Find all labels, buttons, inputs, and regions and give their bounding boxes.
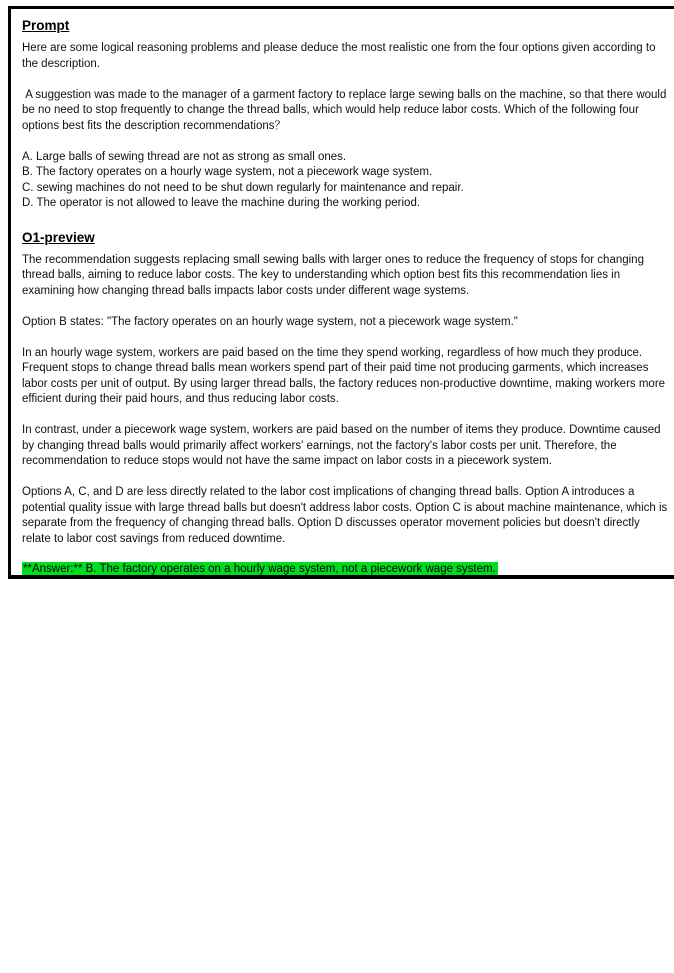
o1-paragraph-3: In an hourly wage system, workers are paid based on the time they spend working, regardless of how much they produce. Frequent stops to change thread balls mean workers spend part of their paid time not producing garments, which increases labor costs per unit of output. By using larger thread balls, the factory reduces non-productive downtime, making workers more efficient during their paid hours, and thus reducing labor costs.	[22, 346, 669, 405]
figure-box	[8, 6, 674, 579]
answer-line	[22, 562, 668, 578]
answer-highlight: **Answer:** B. The factory operates on a hourly wage system, not a piecework wage system.	[23, 563, 496, 575]
option-a: A. Large balls of sewing thread are not as strong as small ones.	[22, 150, 347, 163]
options-list	[22, 150, 668, 212]
o1-section-header	[22, 229, 668, 246]
option-d: D. The operator is not allowed to leave the machine during the working period.	[22, 197, 421, 209]
prompt-heading: Prompt	[22, 18, 70, 33]
o1-paragraph-5: Options A, C, and D are less directly related to the labor cost implications of changing thread balls. Option A introduces a potential quality issue with large thread balls but doesn't address labor costs. Option C is about machine maintenance, which is separate from the frequency of changing thread balls. Option D discusses operator movement policies but doesn't directly relate to labor cost savings from reduced downtime.	[22, 486, 671, 545]
prompt-question-paragraph: A suggestion was made to the manager of a garment factory to replace large sewing balls on the machine, so that there would be no need to stop frequently to change the thread balls, which would help reduce labor costs. Which of the following four options best fits the description recommendations？	[22, 88, 670, 132]
option-b: B. The factory operates on a hourly wage system, not a piecework wage system.	[22, 166, 433, 178]
o1-paragraph-4: In contrast, under a piecework wage system, workers are paid based on the number of items they produce. Downtime caused by changing thread balls would primarily affect workers' earnings, not the factory's labor costs per unit. Therefore, the recommendation to reduce stops would not have the same impact on labor costs in a piecework system.	[22, 424, 664, 467]
prompt-intro-paragraph: Here are some logical reasoning problems and please deduce the most realistic one from the four options given according to the description.	[22, 42, 659, 70]
o1-paragraph-1: The recommendation suggests replacing small sewing balls with larger ones to reduce the frequency of stops for changing thread balls, aiming to reduce labor costs. The key to understanding which option best fits this recommendation lies in examining how changing thread balls impacts labor costs under different wage systems.	[22, 253, 648, 297]
o1-paragraph-2: Option B states: "The factory operates on an hourly wage system, not a piecework wage system."	[22, 315, 518, 328]
o1-response-body	[22, 253, 671, 578]
option-c: C. sewing machines do not need to be shut down regularly for maintenance and repair.	[22, 181, 464, 194]
o1-preview-heading: O1-preview	[22, 229, 95, 245]
